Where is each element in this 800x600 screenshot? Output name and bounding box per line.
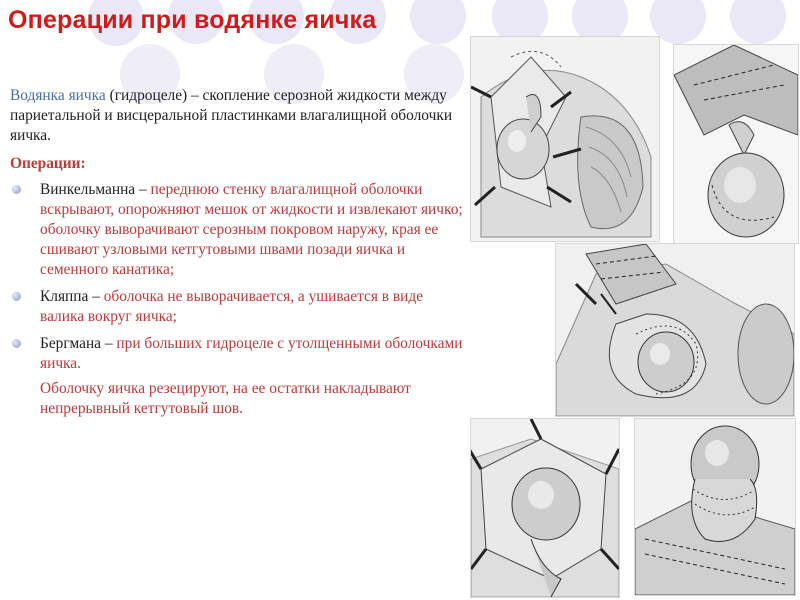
operation-description: оболочка не выворачивается, а ушивается в виде валика вокруг яичка; [40, 288, 424, 325]
winkelmann-suture-drawing [556, 244, 794, 416]
resection-drawing [471, 419, 619, 597]
hydrocele-exposure-drawing [471, 37, 659, 241]
decor-circle [730, 0, 786, 44]
definition-text: (гидроцеле) – скопление серозной жидкости между париетальной и висцеральной пластинками влагалищной оболочки яичка. [10, 87, 453, 144]
operation-description: при больших гидроцеле с утолщенными оболочками яичка. [40, 335, 463, 372]
operation-name: Бергмана – [40, 335, 117, 352]
operation-description: переднюю стенку влагалищной оболочки вскрывают, опорожняют мешок от жидкости и извлекают яичко; оболочку выворачивают серозным покровом наружу, края ее сшивают узловыми кетгутовыми швами позади яичка и семенного канатика; [40, 181, 463, 278]
list-item [10, 287, 470, 327]
list-item [10, 180, 470, 280]
operation-name: Кляппа – [40, 288, 104, 305]
everted-tunica-drawing [674, 45, 798, 243]
operations-heading: Операции: [10, 155, 86, 172]
definition-paragraph [10, 86, 470, 146]
bullet-icon [12, 185, 21, 194]
list-item [10, 334, 470, 374]
operations-list [10, 180, 470, 374]
bullet-icon [12, 339, 21, 348]
operation-name: Винкельманна – [40, 181, 151, 198]
resection-illustration [470, 418, 620, 598]
bergmann-result-illustration [634, 418, 796, 596]
bullet-icon [12, 292, 21, 301]
bergmann-result-drawing [635, 419, 795, 595]
hydrocele-exposure-illustration [470, 36, 660, 242]
page-title: Операции при водянке яичка [8, 6, 377, 34]
definition-term: Водянка яичка [10, 87, 106, 104]
winkelmann-suture-illustration [555, 243, 795, 417]
body-text [10, 86, 470, 419]
everted-tunica-illustration [673, 44, 799, 244]
decor-circle [410, 0, 466, 44]
operation-extra-note: Оболочку яичка резецируют, на ее остатки накладывают непрерывный кетгутовый шов. [40, 380, 411, 417]
